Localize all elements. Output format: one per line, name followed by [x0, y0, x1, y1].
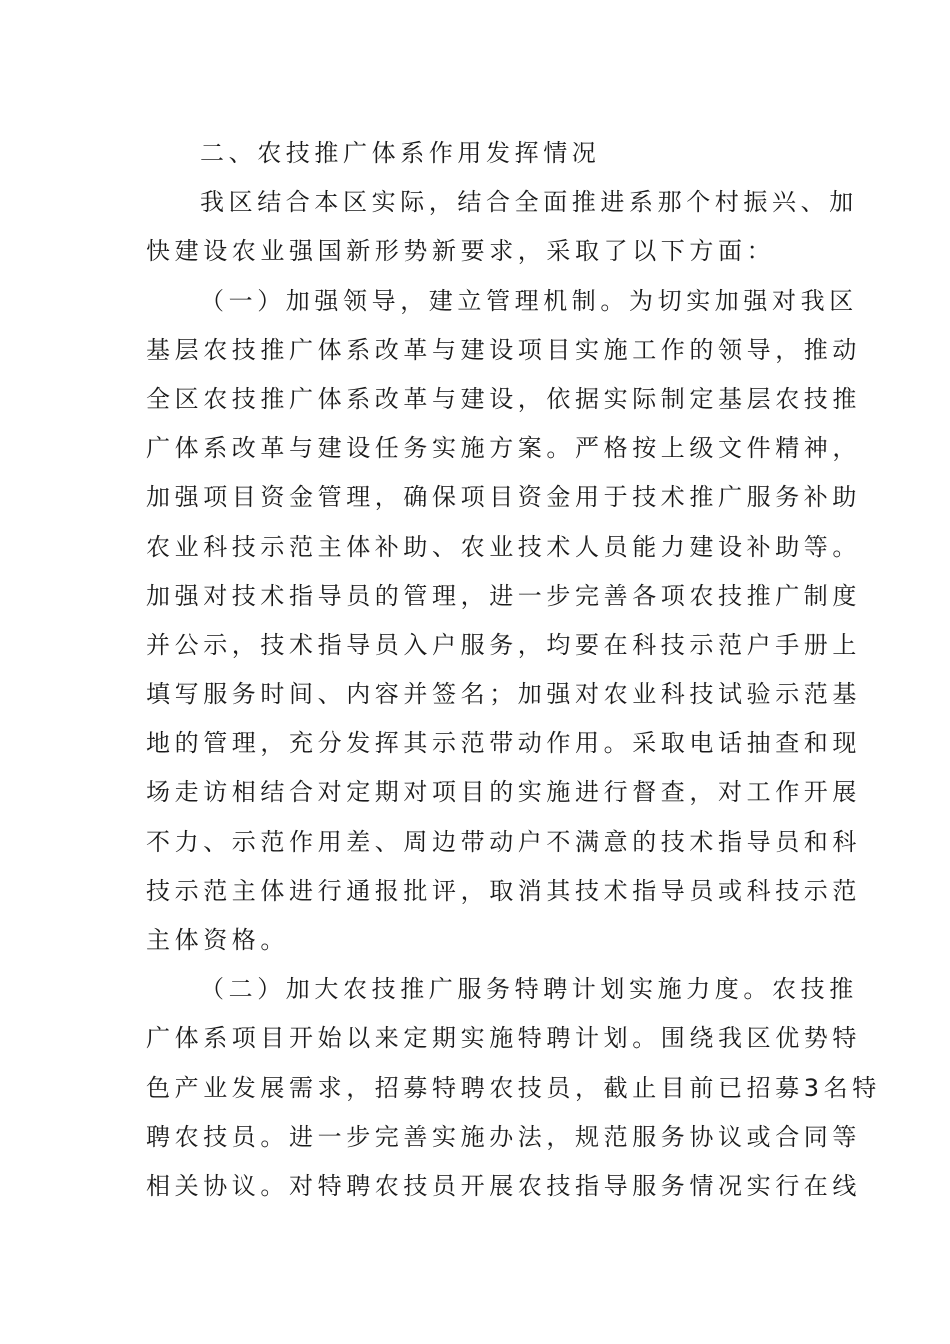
paragraph-line: 基层农技推广体系改革与建设项目实施工作的领导，推动 — [146, 335, 861, 364]
paragraph-line: 快建设农业强国新形势新要求，采取了以下方面： — [146, 237, 776, 266]
paragraph-line: （二）加大农技推广服务特聘计划实施力度。农技推 — [200, 975, 858, 1004]
paragraph-line: 全区农技推广体系改革与建设，依据实际制定基层农技推 — [146, 384, 861, 413]
paragraph-line: 技示范主体进行通报批评，取消其技术指导员或科技示范 — [146, 876, 861, 905]
paragraph-line: 地的管理，充分发挥其示范带动作用。采取电话抽查和现 — [146, 729, 861, 758]
document-body — [146, 129, 881, 1211]
paragraph-line: 加强对技术指导员的管理，进一步完善各项农技推广制度 — [146, 581, 861, 610]
paragraph-line: 农业科技示范主体补助、农业技术人员能力建设补助等。 — [146, 532, 861, 561]
paragraph-line: （一）加强领导，建立管理机制。为切实加强对我区 — [200, 286, 858, 315]
paragraph-line: 广体系改革与建设任务实施方案。严格按上级文件精神， — [146, 434, 861, 463]
paragraph-line: 主体资格。 — [146, 926, 289, 954]
paragraph-line: 填写服务时间、内容并签名；加强对农业科技试验示范基 — [146, 680, 861, 709]
paragraph-line: 场走访相结合对定期对项目的实施进行督查，对工作开展 — [146, 778, 861, 807]
paragraph-line: 相关协议。对特聘农技员开展农技指导服务情况实行在线 — [146, 1171, 861, 1200]
paragraph-line: 色产业发展需求，招募特聘农技员，截止目前已招募3名特 — [146, 1073, 881, 1102]
paragraph-line: 广体系项目开始以来定期实施特聘计划。围绕我区优势特 — [146, 1024, 861, 1053]
paragraph-line: 并公示，技术指导员入户服务，均要在科技示范户手册上 — [146, 630, 861, 659]
paragraph-line: 加强项目资金管理，确保项目资金用于技术推广服务补助 — [146, 483, 861, 512]
paragraph-line: 不力、示范作用差、周边带动户不满意的技术指导员和科 — [146, 827, 861, 856]
paragraph-line: 我区结合本区实际，结合全面推进系那个村振兴、加 — [200, 188, 858, 217]
paragraph-line: 聘农技员。进一步完善实施办法，规范服务协议或合同等 — [146, 1122, 861, 1151]
section-heading: 二、农技推广体系作用发挥情况 — [200, 139, 601, 167]
